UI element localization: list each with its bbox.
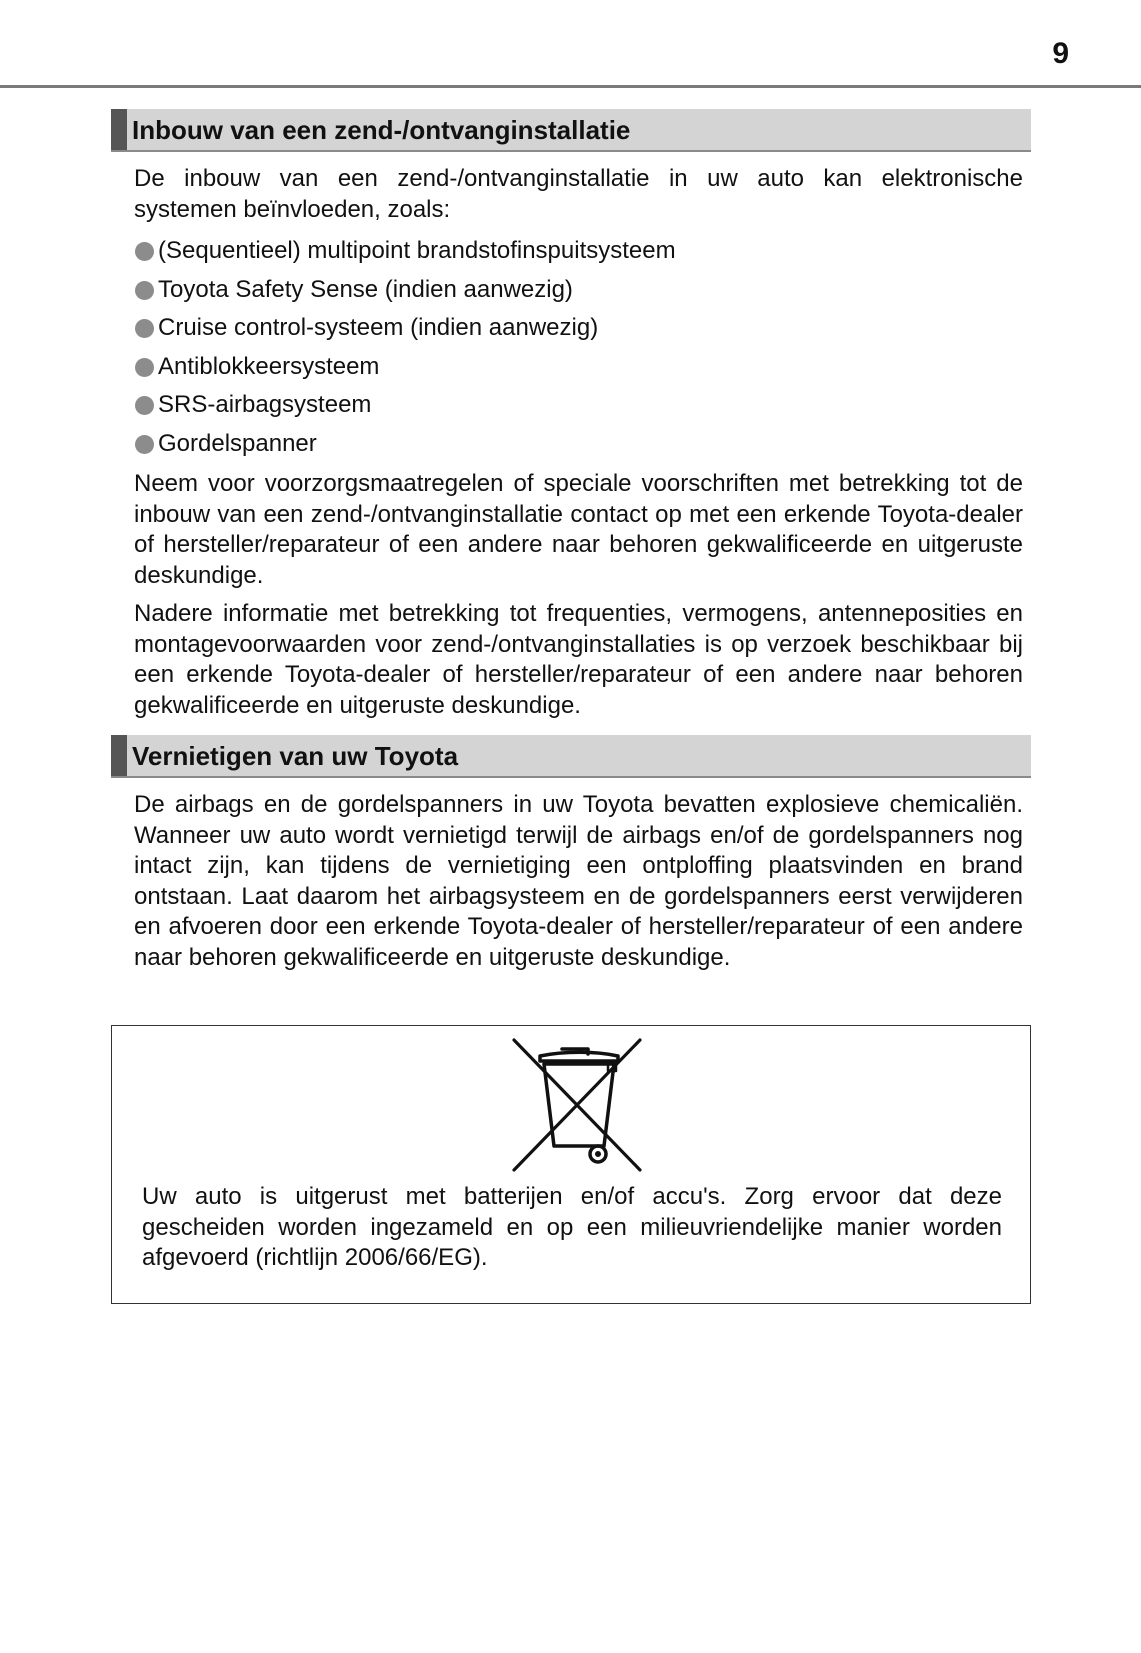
heading-bar <box>111 109 127 150</box>
bullet-icon <box>135 319 154 338</box>
battery-notice-text: Uw auto is uitgerust met batterijen en/of accu's. Zorg ervoor dat deze gescheiden worden ingezameld en op een milieuvriendelijke manier worden afgevoerd (richtlijn 2006/66/EG). <box>142 1183 1002 1271</box>
section-title: Inbouw van een zend-/ontvanginstallatie <box>132 115 631 145</box>
section-heading-transmitter <box>111 109 1031 152</box>
section-body-disposal <box>134 790 1023 973</box>
list-item <box>134 386 1023 425</box>
list-item-label: SRS-airbagsysteem <box>158 391 372 418</box>
precautions-paragraph: Neem voor voorzorgsmaatregelen of speciale voorschriften met betrekking tot de inbouw van een zend-/ontvanginstallatie contact op met een erkende Toyota-dealer of hersteller/reparateur of een andere naar behoren gekwalificeerde en uitgeruste deskundige. <box>134 470 1023 589</box>
list-item-label: Antiblokkeersysteem <box>158 352 380 380</box>
bullet-icon <box>135 242 154 261</box>
intro-line-2: systemen beïnvloeden, zoals: <box>134 195 451 223</box>
disposal-paragraph: De airbags en de gordelspanners in uw Toyota bevatten explosieve chemicaliën. Wanneer uw auto wordt vernietigd terwijl de airbags en/of de gordelspanners nog intact zijn, kan tijdens de vernietiging een ontploffing plaatsvinden en brand ontstaan. Laat daarom het airbagsysteem en de gordelspanners eerst verwijderen en afvoeren door een erkende Toyota-dealer of hersteller/reparateur of een andere naar behoren gekwalificeerde en uitgeruste deskundige. <box>134 791 1023 971</box>
intro-paragraph <box>134 164 1023 225</box>
bullet-icon <box>135 396 154 415</box>
list-item-label: (Sequentieel) multipoint brandstofinspuitsysteem <box>158 237 676 264</box>
affected-systems-list <box>134 232 1023 463</box>
heading-bar <box>111 735 127 776</box>
list-item <box>134 425 1023 464</box>
bullet-icon <box>135 435 154 454</box>
intro-line-1: De inbouw van een zend-/ontvanginstallatie in uw auto kan elektronische <box>134 165 1023 192</box>
section-title: Vernietigen van uw Toyota <box>132 741 459 771</box>
paragraph-gap <box>134 591 1023 599</box>
list-item <box>134 271 1023 310</box>
crossed-out-wheelie-bin-icon <box>504 1034 650 1172</box>
list-item <box>134 348 1023 387</box>
list-item <box>134 309 1023 348</box>
section-body-transmitter <box>134 164 1023 721</box>
list-item-label: Cruise control-systeem (indien aanwezig) <box>158 314 599 341</box>
list-item-label: Gordelspanner <box>158 429 317 457</box>
bullet-icon <box>135 281 154 300</box>
battery-notice-box <box>111 1025 1031 1304</box>
section-heading-disposal <box>111 735 1031 778</box>
list-item-label: Toyota Safety Sense (indien aanwezig) <box>158 275 573 303</box>
bullet-icon <box>135 358 154 377</box>
list-item <box>134 232 1023 271</box>
page-number: 9 <box>1052 37 1069 70</box>
frequency-info-paragraph: Nadere informatie met betrekking tot frequenties, vermogens, antenneposities en montagevoorwaarden voor zend-/ontvanginstallaties is op verzoek beschikbaar bij een erkende Toyota-dealer of hersteller/reparateur of een andere naar behoren gekwalificeerde en uitgeruste deskundige. <box>134 600 1023 719</box>
header-rule <box>0 85 1141 88</box>
